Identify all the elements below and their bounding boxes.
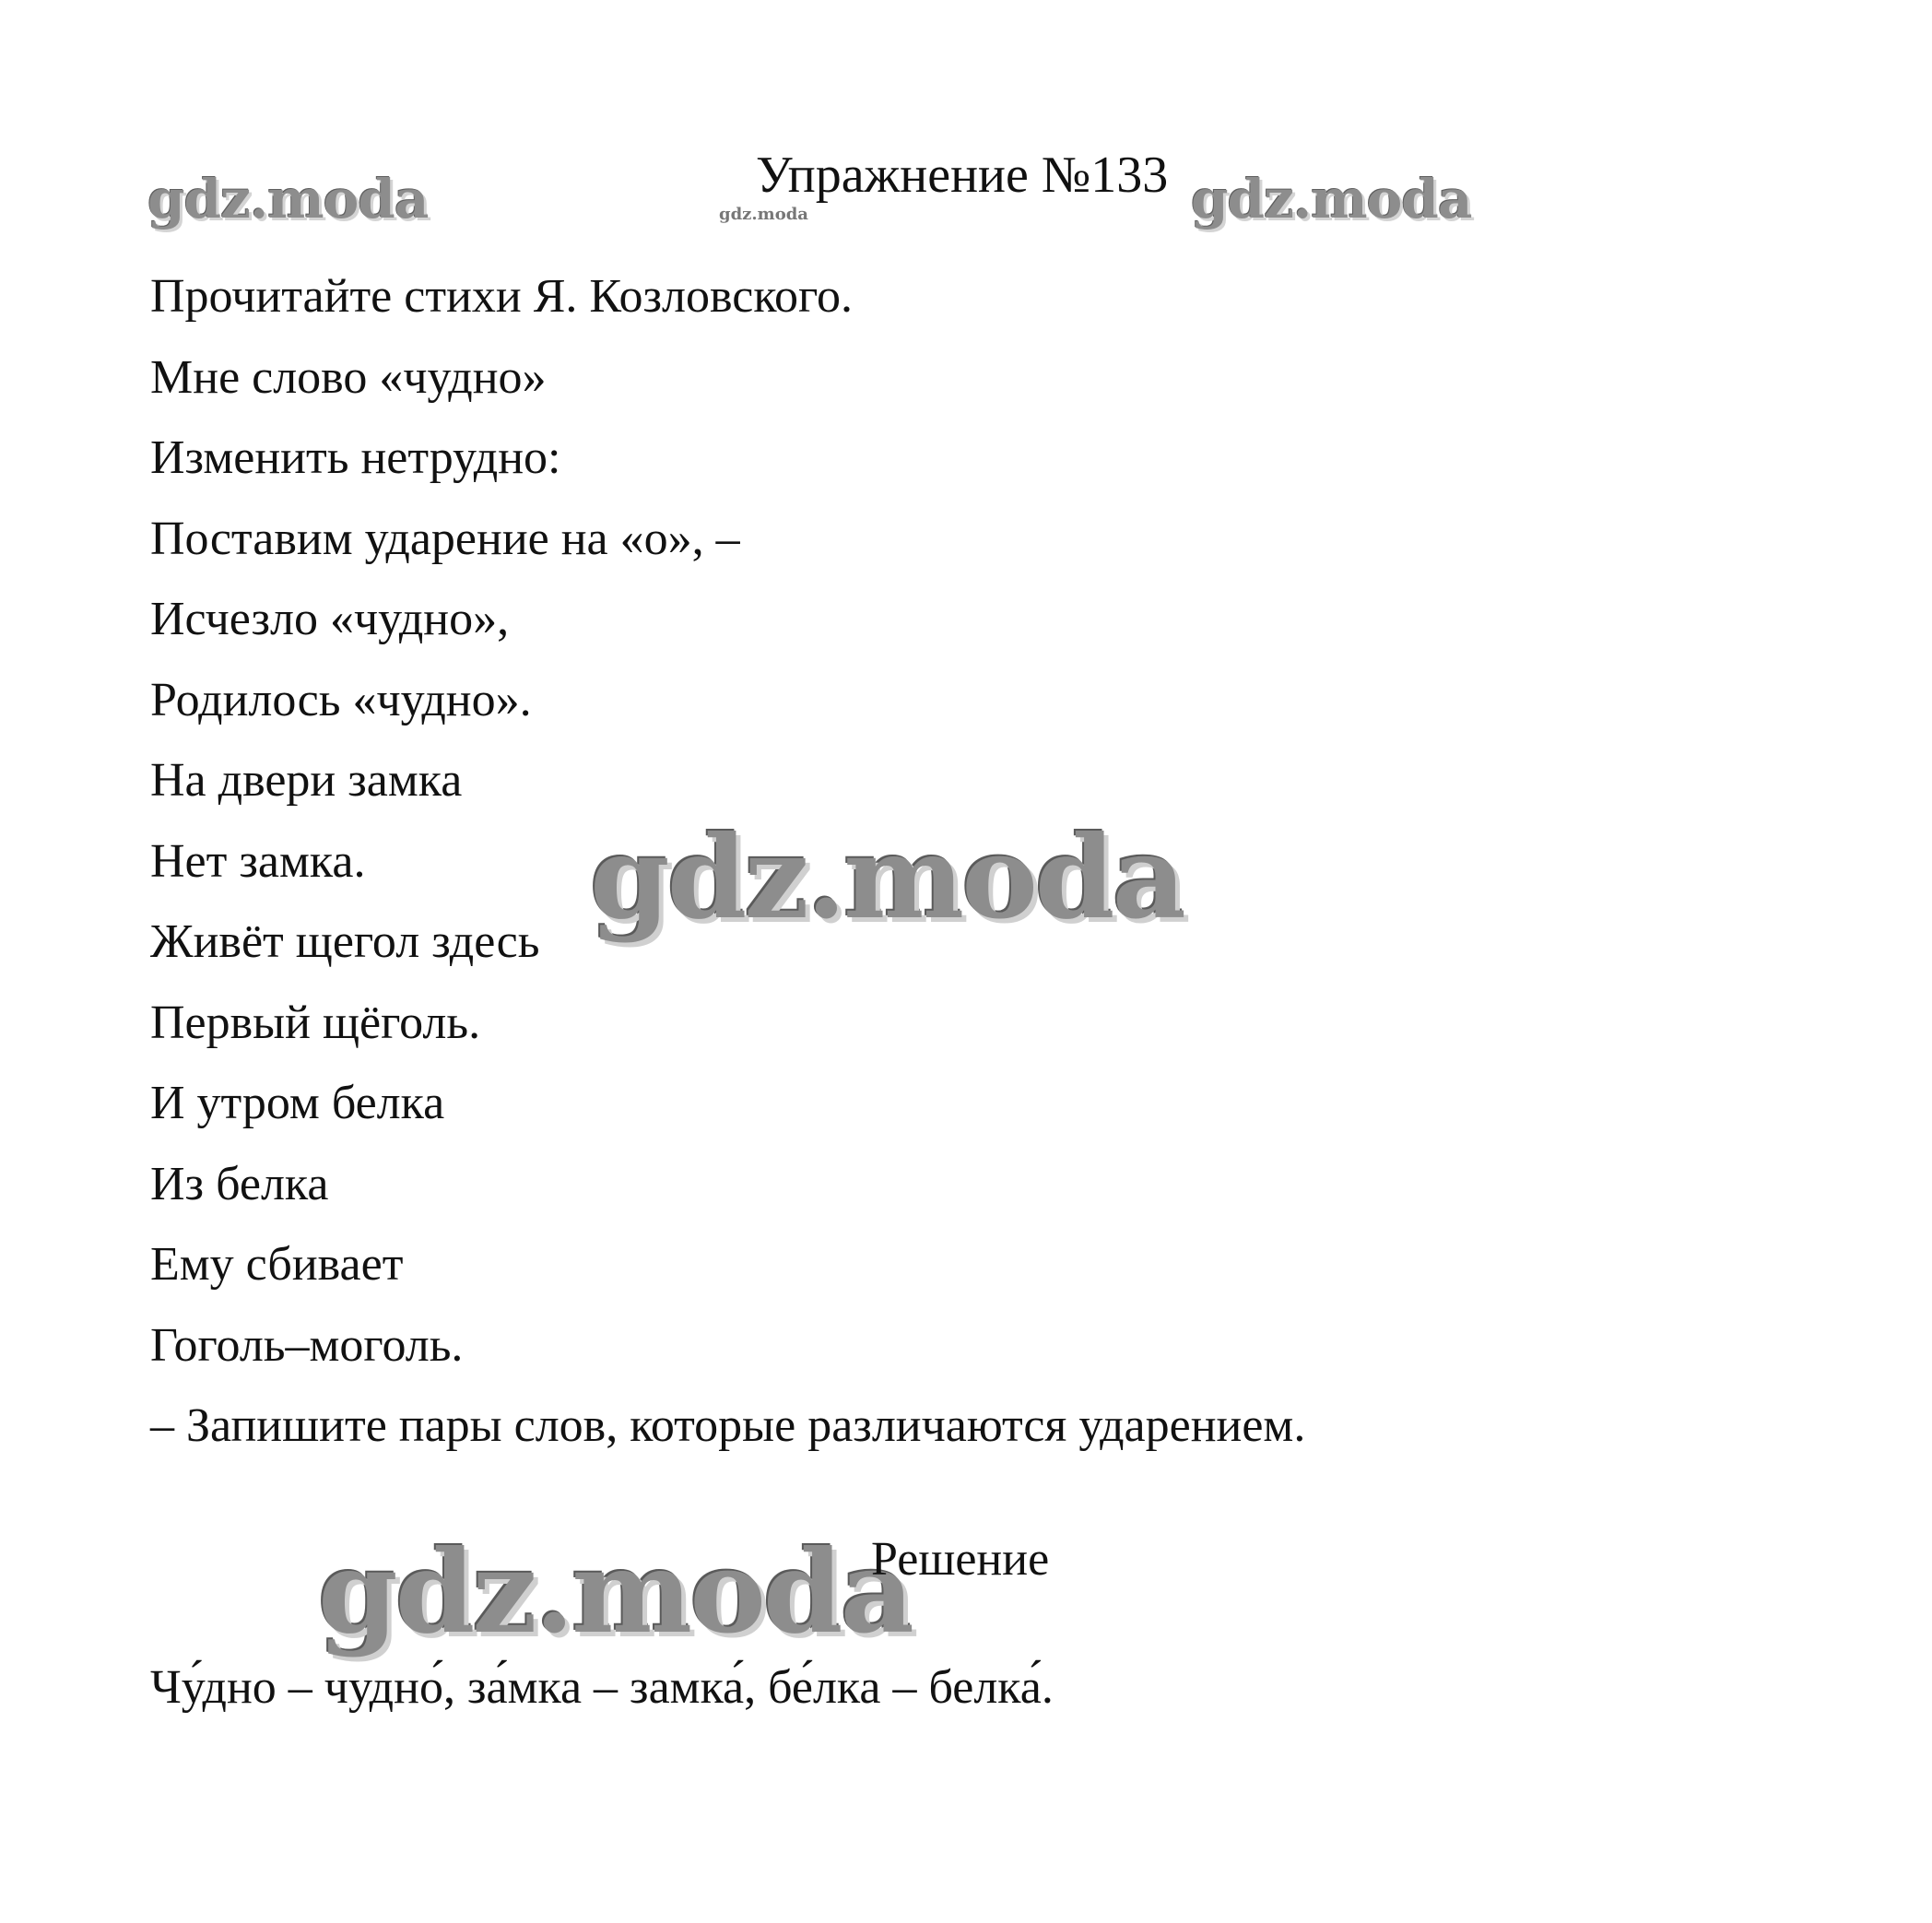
task-line: Ему сбивает bbox=[150, 1238, 404, 1291]
task-line: На двери замка bbox=[150, 754, 463, 807]
task-line: Из белка bbox=[150, 1158, 329, 1210]
task-line: Родилось «чудно». bbox=[150, 674, 532, 726]
watermark-logo-middle: gdz.moda bbox=[590, 811, 1184, 945]
exercise-title: Упражнение №133 bbox=[756, 147, 1169, 204]
task-instruction: – Запишите пары слов, которые различаются ударением. bbox=[150, 1399, 1306, 1452]
watermark-logo-tiny: gdz.moda bbox=[719, 205, 808, 224]
task-line: Прочитайте стихи Я. Козловского. bbox=[150, 270, 853, 323]
watermark-logo-bottom: gdz.moda bbox=[318, 1526, 912, 1659]
task-line: Поставим ударение на «о», – bbox=[150, 513, 740, 565]
task-line: И утром белка bbox=[150, 1077, 445, 1129]
task-line: Изменить нетрудно: bbox=[150, 431, 561, 484]
task-line: Мне слово «чудно» bbox=[150, 351, 547, 404]
task-line: Первый щёголь. bbox=[150, 997, 481, 1049]
solution-answer: Чу́дно – чудно́, за́мка – замка́, бе́лка – белка́. bbox=[150, 1661, 1054, 1714]
watermark-logo-top-left: gdz.moda bbox=[147, 168, 429, 230]
solution-label: Решение bbox=[871, 1533, 1050, 1586]
task-line: Живёт щегол здесь bbox=[150, 915, 540, 968]
task-line: Исчезло «чудно», bbox=[150, 593, 510, 645]
task-line: Нет замка. bbox=[150, 835, 366, 888]
watermark-logo-top-right: gdz.moda bbox=[1191, 168, 1472, 230]
task-line: Гоголь–моголь. bbox=[150, 1319, 464, 1372]
